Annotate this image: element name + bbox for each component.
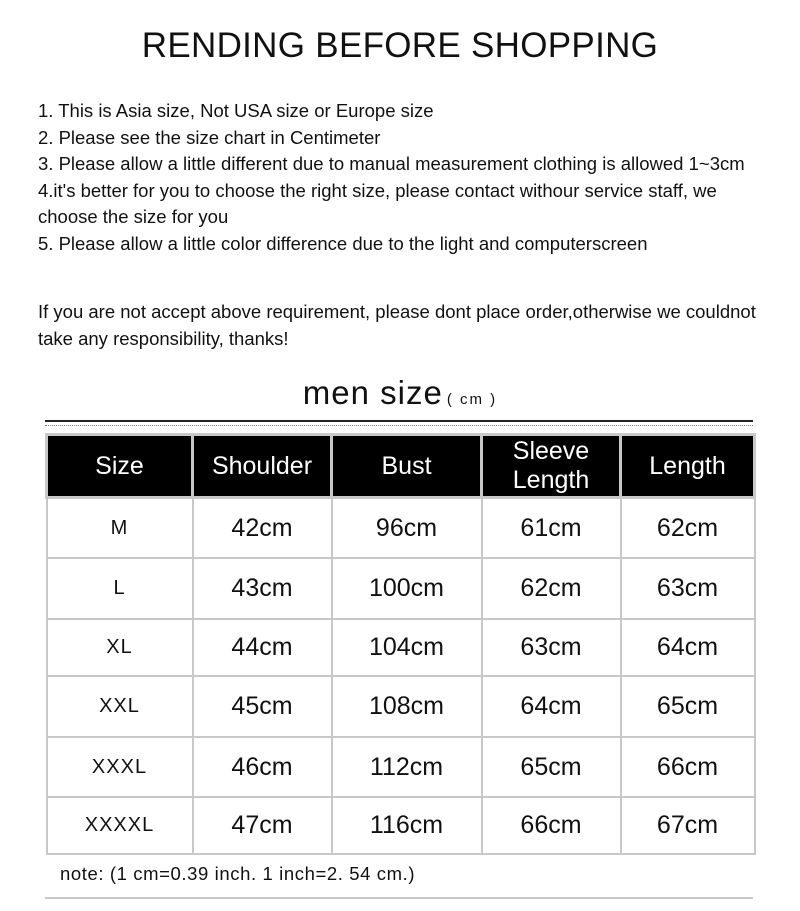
- header-bust: Bust: [332, 435, 482, 498]
- bust-cell: 112cm: [332, 737, 482, 797]
- table-header-row: [47, 435, 755, 498]
- shoulder-cell: 42cm: [193, 498, 332, 559]
- header-size: Size: [47, 435, 193, 498]
- section-title: [0, 374, 800, 412]
- size-chart-table: [45, 433, 756, 855]
- bust-cell: 100cm: [332, 558, 482, 619]
- table-row: [47, 619, 755, 676]
- size-cell: XXL: [47, 676, 193, 737]
- size-cell: L: [47, 558, 193, 619]
- bust-cell: 108cm: [332, 676, 482, 737]
- shoulder-cell: 44cm: [193, 619, 332, 676]
- sleeve-length-cell: 61cm: [482, 498, 621, 559]
- table-row: [47, 676, 755, 737]
- header-shoulder: Shoulder: [193, 435, 332, 498]
- conversion-note: note: (1 cm=0.39 inch. 1 inch=2. 54 cm.): [60, 863, 416, 884]
- conversion-note-box: [45, 851, 753, 899]
- shoulder-cell: 43cm: [193, 558, 332, 619]
- sleeve-length-cell: 66cm: [482, 797, 621, 854]
- length-cell: 62cm: [621, 498, 755, 559]
- shoulder-cell: 46cm: [193, 737, 332, 797]
- bust-cell: 96cm: [332, 498, 482, 559]
- sleeve-length-cell: 62cm: [482, 558, 621, 619]
- disclaimer-text: If you are not accept above requirement, please dont place order,otherwise we couldnot take any responsibility, thanks!: [38, 301, 756, 349]
- page-title: RENDING BEFORE SHOPPING: [141, 26, 659, 65]
- length-cell: 67cm: [621, 797, 755, 854]
- bust-cell: 116cm: [332, 797, 482, 854]
- note-item-5: 5. Please allow a little color difference due to the light and computerscreen: [38, 232, 648, 254]
- note-item-4: 4.it's better for you to choose the right size, please contact withour service staff, we choose the size for you: [38, 179, 717, 227]
- table-row: [47, 558, 755, 619]
- sleeve-length-cell: 64cm: [482, 676, 621, 737]
- sleeve-length-cell: 65cm: [482, 737, 621, 797]
- length-cell: 65cm: [621, 676, 755, 737]
- size-cell: M: [47, 498, 193, 559]
- table-row: [47, 797, 755, 854]
- size-cell: XL: [47, 619, 193, 676]
- note-item-1: 1. This is Asia size, Not USA size or Europe size: [38, 100, 434, 121]
- size-cell: XXXL: [47, 737, 193, 797]
- length-cell: 63cm: [621, 558, 755, 619]
- size-cell: XXXXL: [47, 797, 193, 854]
- shoulder-cell: 45cm: [193, 676, 332, 737]
- bust-cell: 104cm: [332, 619, 482, 676]
- divider-thick: [45, 420, 753, 422]
- header-length: Length: [621, 435, 755, 498]
- section-title-unit: ( cm ): [446, 391, 498, 408]
- shoulder-cell: 47cm: [193, 797, 332, 854]
- table-row: [47, 737, 755, 797]
- divider-dotted: [45, 425, 753, 426]
- table-row: [47, 498, 755, 559]
- header-sleeve-length: Sleeve Length: [482, 435, 621, 498]
- length-cell: 64cm: [621, 619, 755, 676]
- section-title-main: men size: [302, 374, 443, 411]
- note-item-2: 2. Please see the size chart in Centimeter: [38, 126, 381, 148]
- note-item-3: 3. Please allow a little different due to manual measurement clothing is allowed 1~3cm: [38, 153, 745, 174]
- shopping-notes-list: [38, 98, 768, 257]
- length-cell: 66cm: [621, 737, 755, 797]
- sleeve-length-cell: 63cm: [482, 619, 621, 676]
